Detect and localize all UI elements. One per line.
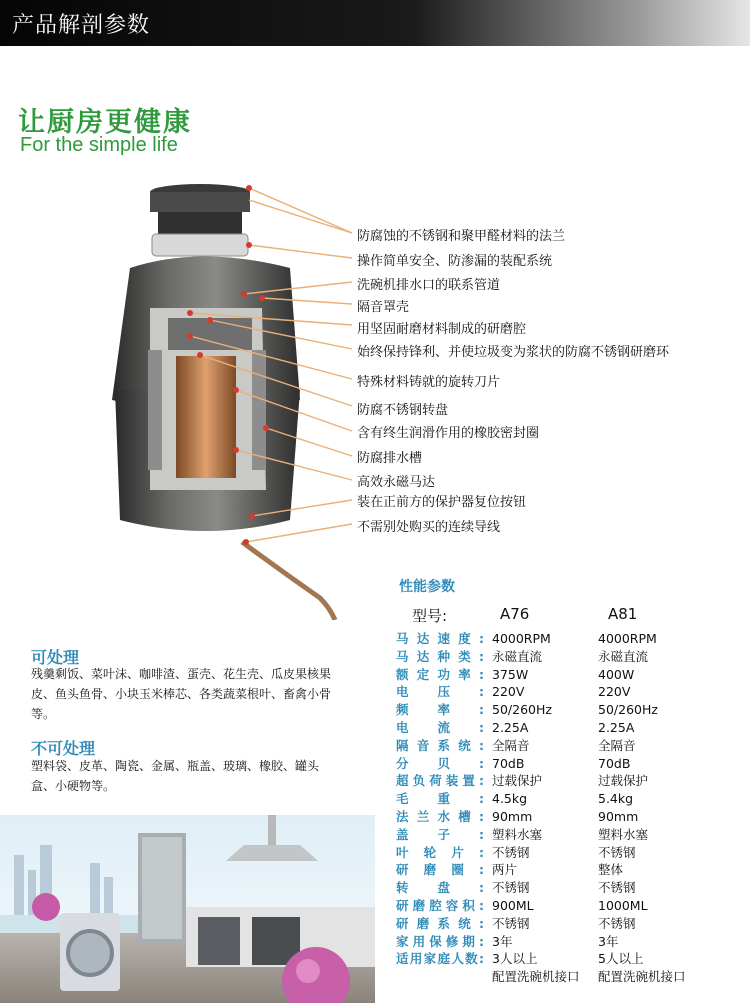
spec-value-a76: 2.25A bbox=[492, 719, 529, 735]
callout-sound-shell: 隔音罩壳 bbox=[357, 300, 410, 315]
spec-label: 马达种类: bbox=[396, 648, 484, 664]
spec-row bbox=[396, 701, 708, 719]
spec-label bbox=[396, 968, 484, 986]
spec-value-a81: 塑料水塞 bbox=[598, 826, 649, 842]
callout-flange: 防腐蚀的不锈钢和聚甲醛材料的法兰 bbox=[357, 229, 566, 244]
processable-text: 残羹剩饭、菜叶沫、咖啡渣、蛋壳、花生壳、瓜皮果核果皮、鱼头鱼骨、小块玉米棒芯、各类蔬菜根叶、畜禽小骨等。 bbox=[31, 667, 332, 721]
spec-row bbox=[396, 897, 708, 915]
callout-motor: 高效永磁马达 bbox=[357, 475, 436, 490]
spec-label: 法兰水槽: bbox=[396, 808, 484, 824]
spec-row bbox=[396, 950, 708, 968]
callout-drain-channel: 防腐排水槽 bbox=[357, 451, 423, 466]
spec-value-a76: 3人以上 bbox=[492, 951, 538, 967]
spec-row bbox=[396, 808, 708, 826]
spec-label: 研磨系统: bbox=[396, 915, 484, 931]
spec-row bbox=[396, 666, 708, 684]
headline: 让厨房更健康 bbox=[18, 107, 192, 138]
spec-value-a76: 不锈钢 bbox=[492, 844, 530, 860]
spec-value-a81: 400W bbox=[598, 666, 635, 682]
performance-title: 性能参数 bbox=[399, 579, 455, 595]
spec-value-a76: 过载保护 bbox=[492, 773, 543, 789]
spec-value-a81: 不锈钢 bbox=[598, 844, 636, 860]
spec-label: 分贝: bbox=[396, 755, 484, 771]
spec-row bbox=[396, 968, 708, 986]
spec-value-a81: 过载保护 bbox=[598, 773, 649, 789]
spec-label: 电流: bbox=[396, 719, 484, 735]
spec-value-a81: 不锈钢 bbox=[598, 880, 636, 896]
spec-label: 研磨圈: bbox=[396, 862, 484, 878]
spec-value-a76: 不锈钢 bbox=[492, 880, 530, 896]
spec-label: 超负荷装置: bbox=[396, 773, 484, 789]
spec-label: 盖子: bbox=[396, 826, 484, 842]
spec-value-a81: 5人以上 bbox=[598, 951, 644, 967]
spec-value-a76: 900ML bbox=[492, 897, 534, 913]
spec-label: 隔音系统: bbox=[396, 737, 484, 753]
spec-value-a76: 两片 bbox=[492, 862, 518, 878]
spec-value-a81: 全隔音 bbox=[598, 737, 636, 753]
callout-mount-system: 操作简单安全、防渗漏的装配系统 bbox=[357, 254, 553, 269]
spec-value-a81: 3年 bbox=[598, 933, 619, 949]
model-a81: A81 bbox=[608, 605, 638, 623]
callout-dishwasher-inlet: 洗碗机排水口的联系管道 bbox=[357, 278, 501, 293]
header-title: 产品解剖参数 bbox=[12, 13, 151, 38]
callout-grind-ring: 始终保持锋利、并使垃圾变为浆状的防腐不锈钢研磨环 bbox=[357, 345, 670, 360]
spec-label: 频率: bbox=[396, 702, 484, 718]
spec-value-a76: 4.5kg bbox=[492, 791, 528, 807]
spec-row bbox=[396, 826, 708, 844]
spec-label: 适用家庭人数: bbox=[396, 951, 484, 967]
spec-row bbox=[396, 879, 708, 897]
spec-value-a81: 50/260Hz bbox=[598, 702, 658, 718]
spec-row bbox=[396, 648, 708, 666]
spec-label: 毛重: bbox=[396, 791, 484, 807]
callout-power-cord: 不需别处购买的连续导线 bbox=[357, 520, 501, 535]
spec-value-a81: 永磁直流 bbox=[598, 648, 649, 664]
spec-row bbox=[396, 844, 708, 862]
header-bar bbox=[0, 0, 750, 46]
not-processable-title: 不可处理 bbox=[31, 739, 96, 758]
spec-value-a76: 220V bbox=[492, 684, 525, 700]
spec-label: 马达速度: bbox=[396, 631, 484, 646]
spec-value-a76: 90mm bbox=[492, 808, 533, 824]
spec-value-a81: 1000ML bbox=[598, 897, 648, 913]
spec-value-a76: 50/260Hz bbox=[492, 702, 552, 718]
spec-row bbox=[396, 772, 708, 790]
not-processable-text: 塑料袋、皮革、陶瓷、金属、瓶盖、玻璃、橡胶、罐头盒、小硬物等。 bbox=[31, 759, 320, 793]
spec-value-a81: 220V bbox=[598, 684, 631, 700]
spec-value-a76: 70dB bbox=[492, 755, 525, 771]
spec-row bbox=[396, 737, 708, 755]
spec-label: 研磨腔容积: bbox=[396, 897, 484, 913]
kitchen-scene-image bbox=[0, 815, 375, 1003]
spec-value-a76: 全隔音 bbox=[492, 737, 530, 753]
spec-value-a81: 2.25A bbox=[598, 719, 635, 735]
spec-value-a76: 3年 bbox=[492, 933, 513, 949]
spec-label: 电压: bbox=[396, 684, 484, 700]
model-label: 型号: bbox=[412, 607, 448, 625]
callout-turntable: 防腐不锈钢转盘 bbox=[357, 403, 449, 418]
spec-label: 转盘: bbox=[396, 880, 484, 896]
spec-value-a81: 5.4kg bbox=[598, 791, 634, 807]
spec-value-a81: 90mm bbox=[598, 808, 639, 824]
processable-title: 可处理 bbox=[31, 648, 80, 667]
spec-row bbox=[396, 861, 708, 879]
callout-rotating-blades: 特殊材料铸就的旋转刀片 bbox=[357, 375, 501, 390]
spec-row bbox=[396, 915, 708, 933]
spec-label: 叶轮片: bbox=[396, 844, 484, 860]
spec-value-a81: 整体 bbox=[598, 862, 624, 878]
spec-value-a76: 不锈钢 bbox=[492, 915, 530, 931]
callout-rubber-seal: 含有终生润滑作用的橡胶密封圈 bbox=[357, 426, 540, 441]
spec-row bbox=[396, 630, 708, 648]
spec-value-a76: 塑料水塞 bbox=[492, 826, 543, 842]
spec-row bbox=[396, 719, 708, 737]
spec-value-a76: 配置洗碗机接口 bbox=[492, 969, 580, 985]
spec-table bbox=[396, 630, 708, 986]
spec-value-a76: 永磁直流 bbox=[492, 648, 543, 664]
spec-label: 家用保修期: bbox=[396, 933, 484, 949]
spec-label: 额定功率: bbox=[396, 666, 484, 682]
callout-reset-button: 装在正前方的保护器复位按钮 bbox=[357, 495, 527, 510]
callout-grind-chamber: 用坚固耐磨材料制成的研磨腔 bbox=[357, 322, 527, 337]
spec-value-a81: 4000RPM bbox=[598, 631, 657, 646]
spec-row bbox=[396, 790, 708, 808]
subline: For the simple life bbox=[20, 134, 178, 156]
model-a76: A76 bbox=[500, 605, 530, 623]
spec-value-a81: 配置洗碗机接口 bbox=[598, 969, 686, 985]
spec-value-a81: 70dB bbox=[598, 755, 631, 771]
spec-row bbox=[396, 683, 708, 701]
spec-row bbox=[396, 755, 708, 773]
spec-value-a76: 375W bbox=[492, 666, 529, 682]
spec-value-a76: 4000RPM bbox=[492, 631, 551, 646]
spec-row bbox=[396, 933, 708, 951]
spec-value-a81: 不锈钢 bbox=[598, 915, 636, 931]
